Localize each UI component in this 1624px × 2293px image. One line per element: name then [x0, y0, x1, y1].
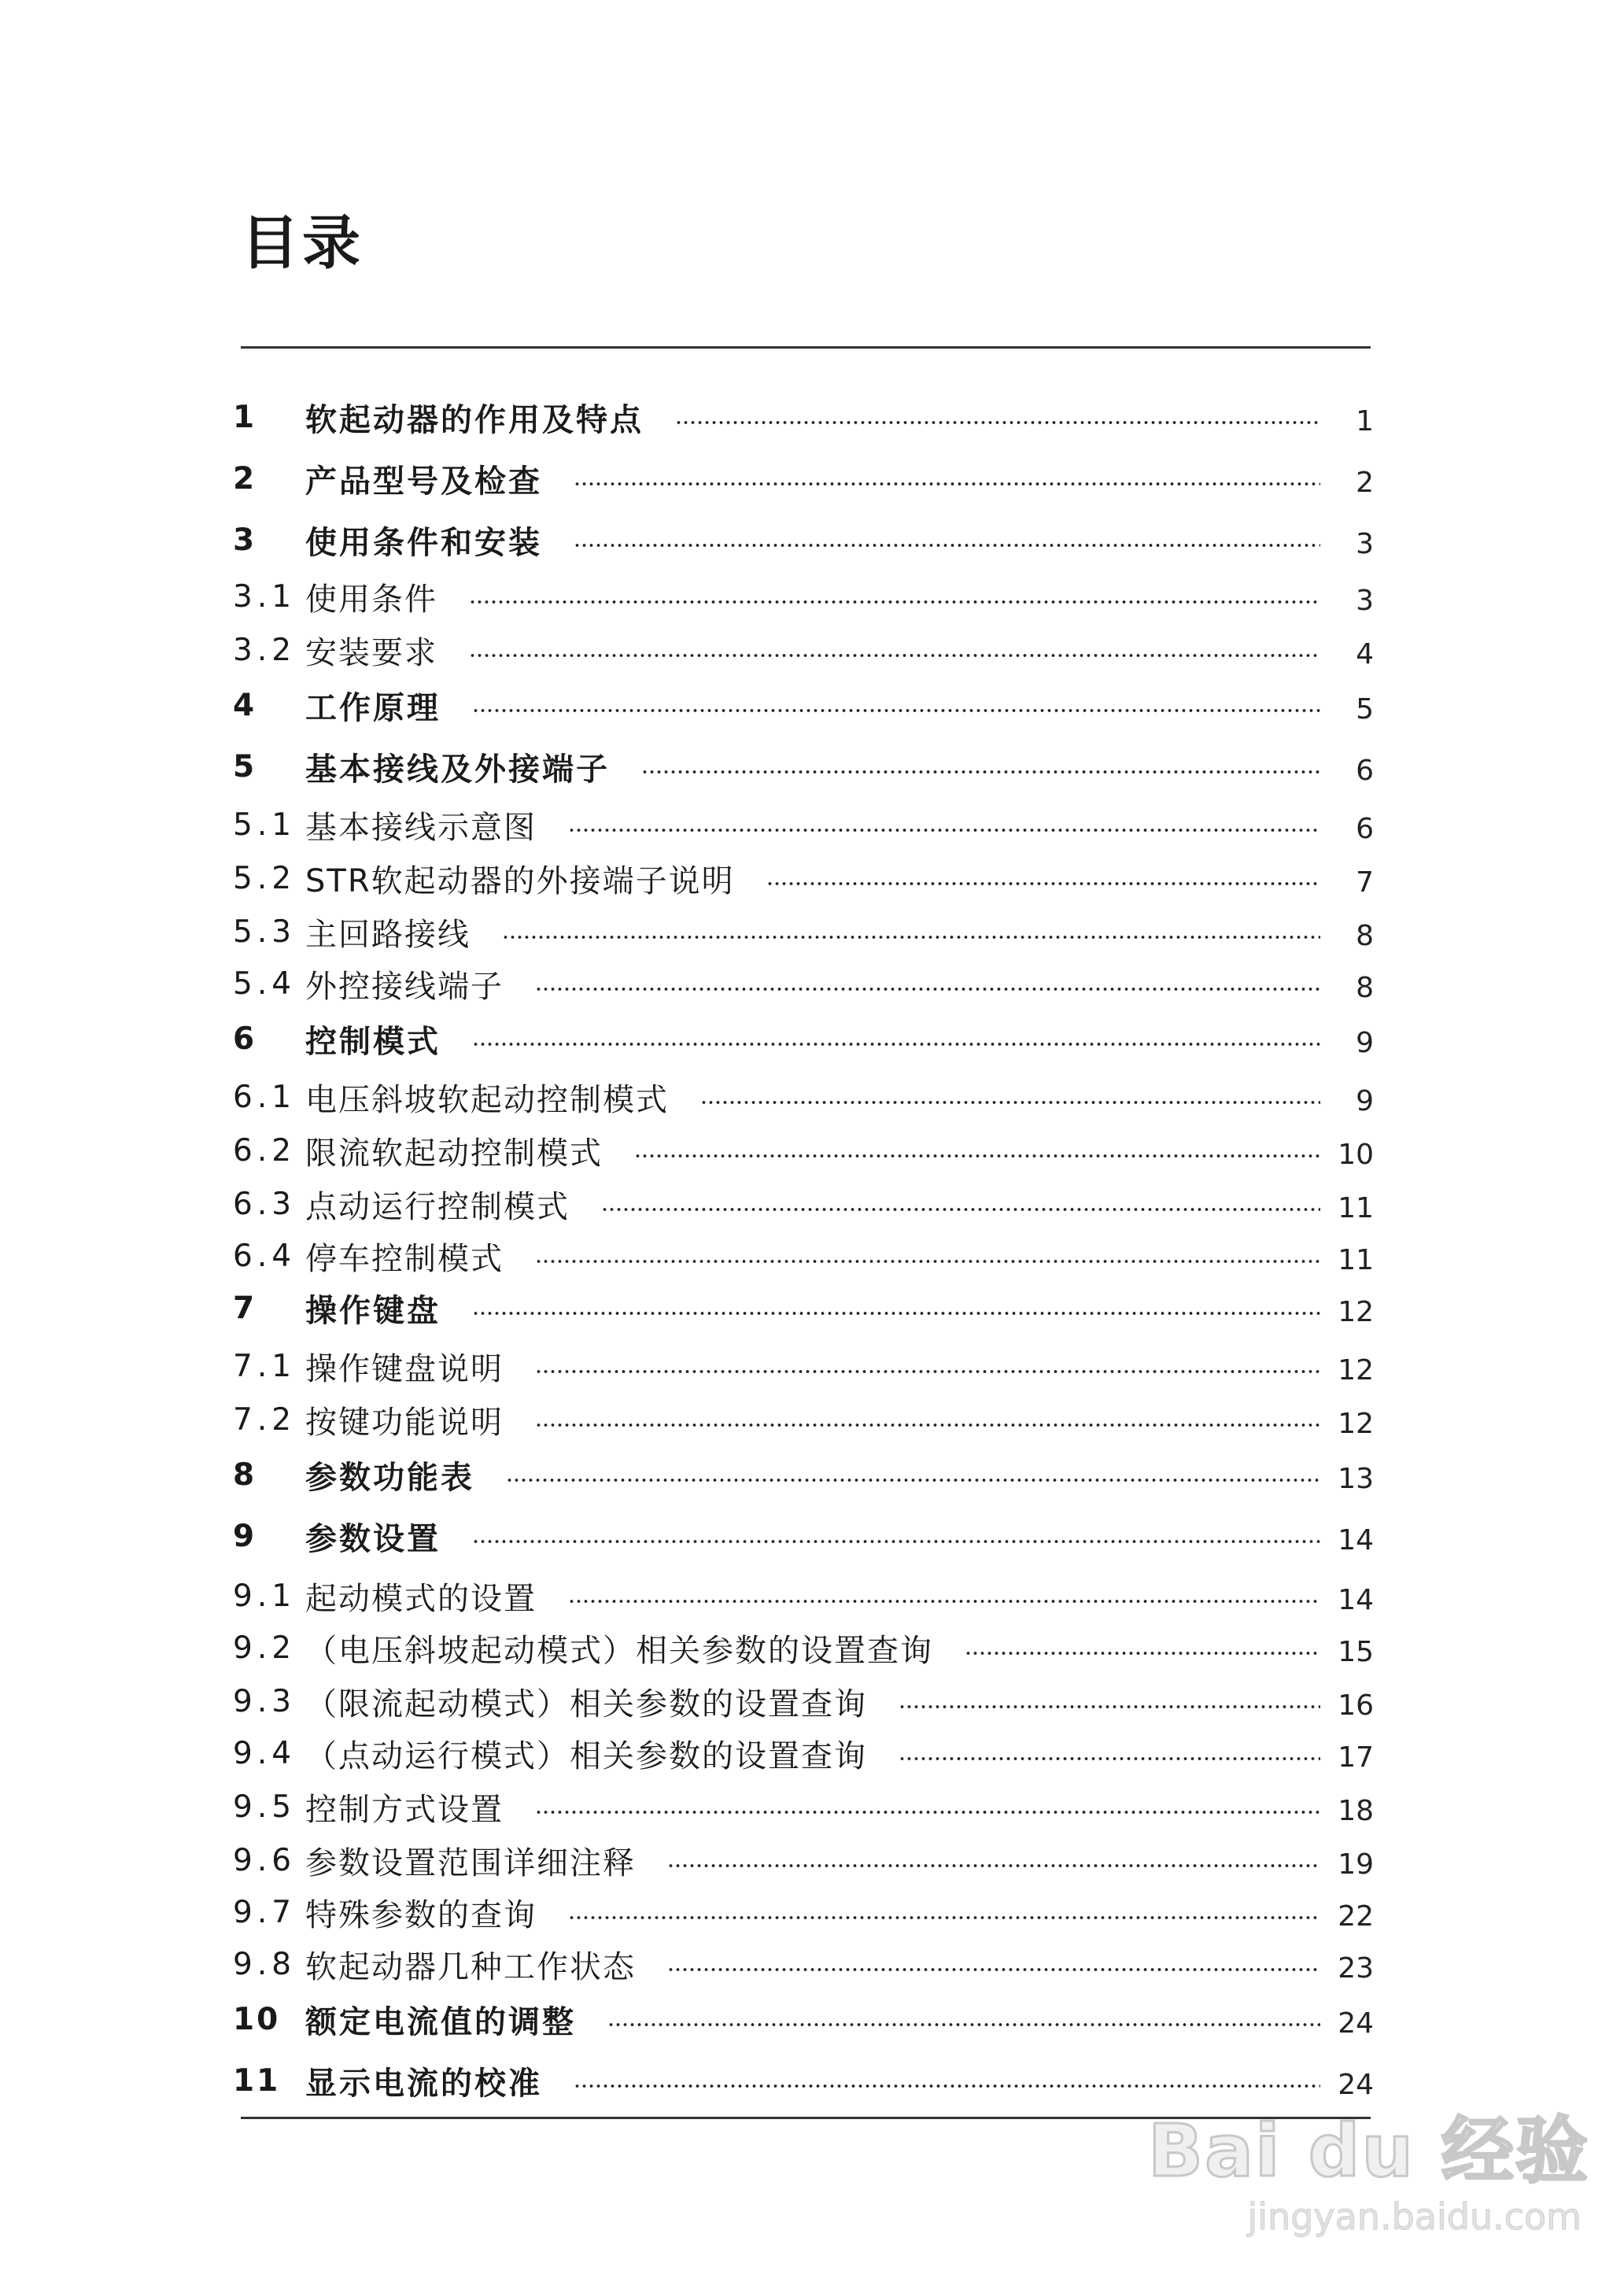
entry-page-number: 5 — [1356, 692, 1374, 726]
entry-title: 显示电流的校准 — [305, 2065, 542, 2102]
entry-page-number: 2 — [1356, 466, 1374, 499]
toc-entry[interactable] — [233, 1073, 1374, 1121]
dot-leader — [667, 1967, 1320, 1972]
entry-page-number: 14 — [1338, 1523, 1374, 1556]
entry-title: 安装要求 — [305, 634, 437, 671]
toc-entry[interactable] — [233, 573, 1374, 620]
toc-entry[interactable] — [233, 743, 1374, 790]
entry-number: 2 — [233, 460, 257, 497]
dot-leader — [472, 1042, 1320, 1047]
entry-title: 使用条件 — [305, 581, 437, 618]
entry-page-number: 11 — [1338, 1243, 1374, 1276]
baidu-jingyan-watermark — [1147, 2077, 1589, 2258]
entry-title: STR软起动器的外接端子说明 — [305, 862, 735, 899]
dot-leader — [965, 1651, 1320, 1656]
dot-leader — [535, 1423, 1320, 1427]
entry-page-number: 9 — [1356, 1084, 1374, 1117]
entry-number: 3 — [233, 522, 257, 558]
entry-number: 5.3 — [233, 914, 297, 950]
entry-number: 6.4 — [233, 1238, 297, 1274]
dot-leader — [502, 935, 1320, 940]
dot-leader — [766, 881, 1320, 886]
entry-title: 按键功能说明 — [305, 1404, 504, 1441]
entry-page-number: 10 — [1338, 1138, 1374, 1171]
entry-title: 操作键盘 — [305, 1292, 441, 1329]
entry-title: 起动模式的设置 — [305, 1580, 537, 1617]
entry-title: 控制模式 — [305, 1023, 441, 1060]
entry-title: （电压斜坡起动模式）相关参数的设置查询 — [305, 1632, 933, 1669]
entry-number: 9.6 — [233, 1842, 297, 1878]
toc-entry[interactable] — [233, 626, 1374, 674]
toc-entry[interactable] — [233, 855, 1374, 902]
entry-number: 9.1 — [233, 1578, 297, 1614]
entry-number: 7 — [233, 1290, 257, 1326]
entry-title: 参数设置范围详细注释 — [305, 1844, 636, 1881]
entry-page-number: 3 — [1356, 527, 1374, 560]
entry-number: 1 — [233, 399, 257, 435]
entry-page-number: 6 — [1356, 812, 1374, 845]
entry-title: 软起动器几种工作状态 — [305, 1948, 636, 1985]
entry-number: 6 — [233, 1021, 257, 1057]
entry-title: 电压斜坡软起动控制模式 — [305, 1081, 669, 1118]
entry-title: 外控接线端子 — [305, 968, 504, 1005]
entry-page-number: 23 — [1338, 1951, 1374, 1985]
dot-leader — [607, 2022, 1320, 2027]
entry-page-number: 12 — [1338, 1353, 1374, 1387]
entry-number: 3.1 — [233, 578, 297, 615]
dot-leader — [899, 1704, 1320, 1709]
toc-entry[interactable] — [233, 1783, 1374, 1830]
entry-title: 主回路接线 — [305, 916, 471, 953]
entry-number: 9.3 — [233, 1683, 297, 1719]
title-divider — [241, 346, 1371, 349]
entry-title: 点动运行控制模式 — [305, 1188, 570, 1225]
entry-title: 基本接线及外接端子 — [305, 751, 610, 788]
dot-leader — [899, 1756, 1320, 1761]
entry-title: 软起动器的作用及特点 — [305, 401, 644, 438]
entry-page-number: 1 — [1356, 404, 1374, 438]
entry-number: 6.3 — [233, 1186, 297, 1222]
entry-title: 控制方式设置 — [305, 1791, 504, 1828]
toc-entry[interactable] — [233, 1396, 1374, 1443]
entry-number: 5 — [233, 748, 257, 785]
entry-page-number: 12 — [1338, 1295, 1374, 1328]
entry-page-number: 11 — [1338, 1191, 1374, 1224]
toc-entry[interactable] — [233, 1572, 1374, 1619]
dot-leader — [634, 1154, 1320, 1158]
entry-number: 9.4 — [233, 1735, 297, 1771]
entry-page-number: 24 — [1338, 2007, 1374, 2040]
dot-leader — [472, 1311, 1320, 1316]
dot-leader — [568, 828, 1320, 833]
entry-number: 6.1 — [233, 1079, 297, 1115]
toc-entry[interactable] — [233, 1284, 1374, 1331]
watermark-logo: Bai du 经验 — [1147, 2109, 1589, 2193]
dot-leader — [472, 1539, 1320, 1544]
entry-title: 参数功能表 — [305, 1459, 474, 1496]
toc-entry[interactable] — [233, 908, 1374, 955]
dot-leader — [675, 420, 1320, 425]
entry-title: （限流起动模式）相关参数的设置查询 — [305, 1686, 867, 1723]
entry-number: 7.1 — [233, 1348, 297, 1384]
dot-leader — [568, 1915, 1320, 1920]
dot-leader — [700, 1100, 1320, 1105]
entry-page-number: 7 — [1356, 866, 1374, 899]
toc-entry[interactable] — [233, 516, 1374, 563]
entry-page-number: 24 — [1338, 2068, 1374, 2101]
toc-entry[interactable] — [233, 393, 1374, 441]
entry-page-number: 22 — [1338, 1900, 1374, 1933]
entry-number: 7.2 — [233, 1401, 297, 1438]
dot-leader — [472, 708, 1320, 713]
entry-number: 8 — [233, 1457, 257, 1493]
toc-entry[interactable] — [233, 1996, 1374, 2043]
entry-title: 额定电流值的调整 — [305, 2003, 576, 2040]
toc-entry[interactable] — [233, 1015, 1374, 1062]
entry-title: 限流软起动控制模式 — [305, 1135, 603, 1172]
entry-title: 使用条件和安装 — [305, 524, 542, 561]
toc-entry[interactable] — [233, 960, 1374, 1007]
entry-number: 5.4 — [233, 966, 297, 1002]
dot-leader — [535, 1369, 1320, 1374]
dot-leader — [574, 543, 1320, 548]
dot-leader — [667, 1863, 1320, 1868]
dot-leader — [535, 1259, 1320, 1264]
entry-page-number: 18 — [1338, 1794, 1374, 1827]
entry-title: 停车控制模式 — [305, 1240, 504, 1277]
entry-title: 产品型号及检查 — [305, 463, 542, 500]
entry-page-number: 8 — [1356, 971, 1374, 1004]
toc-entry[interactable] — [233, 1451, 1374, 1498]
entry-page-number: 12 — [1338, 1407, 1374, 1440]
page-title: 目录 — [241, 209, 364, 277]
dot-leader — [506, 1478, 1320, 1483]
dot-leader — [469, 653, 1320, 658]
entry-page-number: 15 — [1338, 1635, 1374, 1668]
entry-page-number: 9 — [1356, 1026, 1374, 1059]
dot-leader — [535, 987, 1320, 991]
toc-entry[interactable] — [233, 455, 1374, 502]
entry-number: 5.1 — [233, 807, 297, 843]
dot-leader — [469, 600, 1320, 604]
dot-leader — [535, 1810, 1320, 1815]
entry-title: 参数设置 — [305, 1520, 441, 1557]
toc-entry[interactable] — [233, 1837, 1374, 1884]
entry-title: 基本接线示意图 — [305, 809, 537, 846]
toc-entry[interactable] — [233, 801, 1374, 848]
entry-title: 工作原理 — [305, 689, 441, 726]
entry-title: 操作键盘说明 — [305, 1350, 504, 1387]
entry-number: 10 — [233, 2001, 281, 2037]
toc-entry[interactable] — [233, 1512, 1374, 1560]
entry-number: 5.2 — [233, 860, 297, 896]
entry-number: 9 — [233, 1518, 257, 1554]
entry-page-number: 13 — [1338, 1462, 1374, 1495]
dot-leader — [574, 482, 1320, 486]
watermark-url: jingyan.baidu.com — [1247, 2195, 1582, 2238]
dot-leader — [568, 1599, 1320, 1604]
toc-entry[interactable] — [233, 1678, 1374, 1725]
entry-number: 4 — [233, 687, 257, 723]
toc-entry[interactable] — [233, 681, 1374, 729]
entry-number: 9.5 — [233, 1789, 297, 1825]
entry-title: 特殊参数的查询 — [305, 1896, 537, 1933]
toc-entry[interactable] — [233, 1232, 1374, 1279]
entry-page-number: 14 — [1338, 1583, 1374, 1616]
toc-entry[interactable] — [233, 1624, 1374, 1671]
toc-entry[interactable] — [233, 1940, 1374, 1988]
entry-page-number: 6 — [1356, 754, 1374, 787]
dot-leader — [641, 770, 1320, 774]
entry-page-number: 16 — [1338, 1689, 1374, 1722]
toc-entry[interactable] — [233, 1180, 1374, 1228]
toc-entry[interactable] — [233, 1342, 1374, 1390]
entry-number: 9.8 — [233, 1946, 297, 1982]
entry-page-number: 4 — [1356, 637, 1374, 670]
toc-entry[interactable] — [233, 1889, 1374, 1936]
entry-page-number: 8 — [1356, 919, 1374, 952]
entry-number: 9.7 — [233, 1894, 297, 1930]
dot-leader — [601, 1207, 1320, 1212]
entry-page-number: 19 — [1338, 1848, 1374, 1881]
entry-number: 6.2 — [233, 1132, 297, 1169]
entry-number: 11 — [233, 2062, 281, 2099]
entry-number: 3.2 — [233, 632, 297, 668]
toc-entry[interactable] — [233, 1730, 1374, 1777]
toc-entry[interactable] — [233, 1127, 1374, 1174]
entry-title: （点动运行模式）相关参数的设置查询 — [305, 1737, 867, 1774]
entry-number: 9.2 — [233, 1630, 297, 1666]
entry-page-number: 17 — [1338, 1741, 1374, 1774]
entry-page-number: 3 — [1356, 584, 1374, 617]
